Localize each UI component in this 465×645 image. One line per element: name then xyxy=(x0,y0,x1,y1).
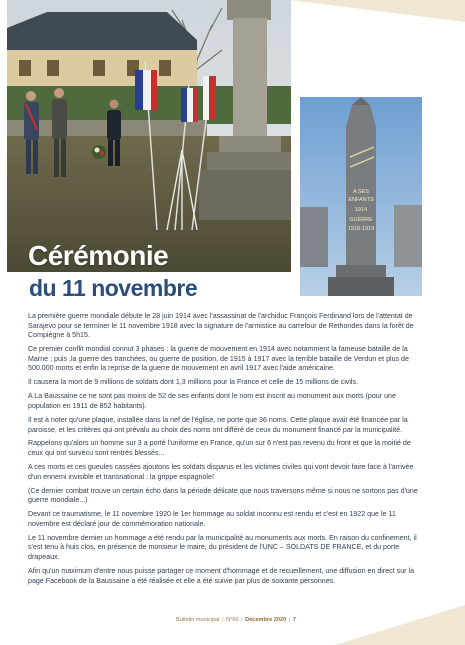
paragraph: Ce premier conflit mondial connut 3 phases : la guerre de mouvement en 1914 avec notamment la fameuse bataille de la Marne ; puis ,la guerre des tranchées, ou guerre de position, de 1915 à 1917 avec la terrible bataille de Verdun et plus de 500.000 morts et enfin la reprise de la guerre de mouvement en avril 1917 avec l'aide américaine. xyxy=(28,345,409,373)
article-body xyxy=(28,312,422,591)
inscription-line-5: 1918-1919 xyxy=(347,226,375,232)
paragraph: Il est à noter qu'une plaque, installée dans la nef de l'église, ne porte que 36 noms. Cette plaque avait été financée par la paroisse, et les critères qui ont prévalu au choix des noms ont différé de ceux du monument financé par la municipalité. xyxy=(28,415,408,434)
ceremony-photo xyxy=(7,0,291,272)
inscription-line-3: 1914 xyxy=(354,207,368,213)
paragraph: A La Baussaine ce ne sont pas moins de 52 de ses enfants dont le nom est inscrit au monument aux morts (pour une population en 1911 de 852 habitants). xyxy=(28,392,396,410)
paragraph: Le 11 novembre dernier un hommage a été rendu par la municipalité au monuments aux morts. En raison du confinement, il s'est tenu à huis clos, en présence de monsieur le maire, du président de l'UNC – SOLDATS DE FRANCE, et du porte drapeaux. xyxy=(28,533,417,561)
ceremony-photo-illustration xyxy=(7,0,291,272)
memorial-photo-illustration xyxy=(300,97,422,296)
page-footer: Bulletin municipal | N°66 | Décembre 2020 | 7 xyxy=(176,617,296,623)
paragraph: La première guerre mondiale débute le 28 juin 1914 avec l'assassinat de l'archiduc François Ferdinand lors de l'attentat de Sarajevo pour se terminer le 11 novembre 1918 avec la signature de l'armistice au carrefour de Rethondes dans la forêt de Compiègne à 5h15. xyxy=(28,312,414,340)
inscription-line-1: A SES xyxy=(353,189,369,195)
footer-publication: Bulletin municipal xyxy=(176,617,220,623)
paragraph: Afin qu'un maximum d'entre nous puisse partager ce moment d'hommage et de recueillement, une diffusion en direct sur la page Facebook de la Baussaine a été réalisée et elle a été suivie par plus de soixante personnes. xyxy=(28,566,415,585)
paragraph: Il causera la mort de 9 millions de soldats dont 1,3 millions pour la France et celle de 15 millions de civils. xyxy=(28,378,359,387)
footer-issue: N°66 xyxy=(226,617,239,623)
memorial-photo xyxy=(300,97,422,296)
paragraph: A ces morts et ces gueules cassées ajoutons les soldats disparus et les victimes civiles qui vont devoir faire face à l'arrivée d'un ennemi invisible et transnational : la grippe espagnole! xyxy=(28,463,414,481)
footer-page-number: 7 xyxy=(292,617,296,623)
page-title-line-1: Cérémonie xyxy=(28,240,169,271)
footer-date: Décembre 2020 xyxy=(245,617,287,623)
corner-decoration-top xyxy=(290,0,465,22)
paragraph: Rappelons qu'alors un homme sur 3 a porté l'uniforme en France, qu'un sur 6 n'est pas revenu du front et que la moitié de ceux qui ont survécu sont rentrés blessés... xyxy=(28,439,411,458)
paragraph: (Ce dernier combat trouve un certain écho dans la période délicate que nous traversons même si nous ne sortons pas d'une guerre mondiale...) xyxy=(28,486,418,505)
corner-decoration-bottom xyxy=(335,605,465,645)
inscription-line-4: GUERRE xyxy=(349,217,373,223)
page-title-line-2: du 11 novembre xyxy=(29,275,198,301)
paragraph: Devant ce traumatisme, le 11 novembre 1920 le 1er hommage au soldat inconnu est rendu et c'est en 1922 que le 11 novembre est déclaré jour de commémoration nationale. xyxy=(28,510,396,528)
inscription-line-2: ENFANTS xyxy=(348,197,374,203)
